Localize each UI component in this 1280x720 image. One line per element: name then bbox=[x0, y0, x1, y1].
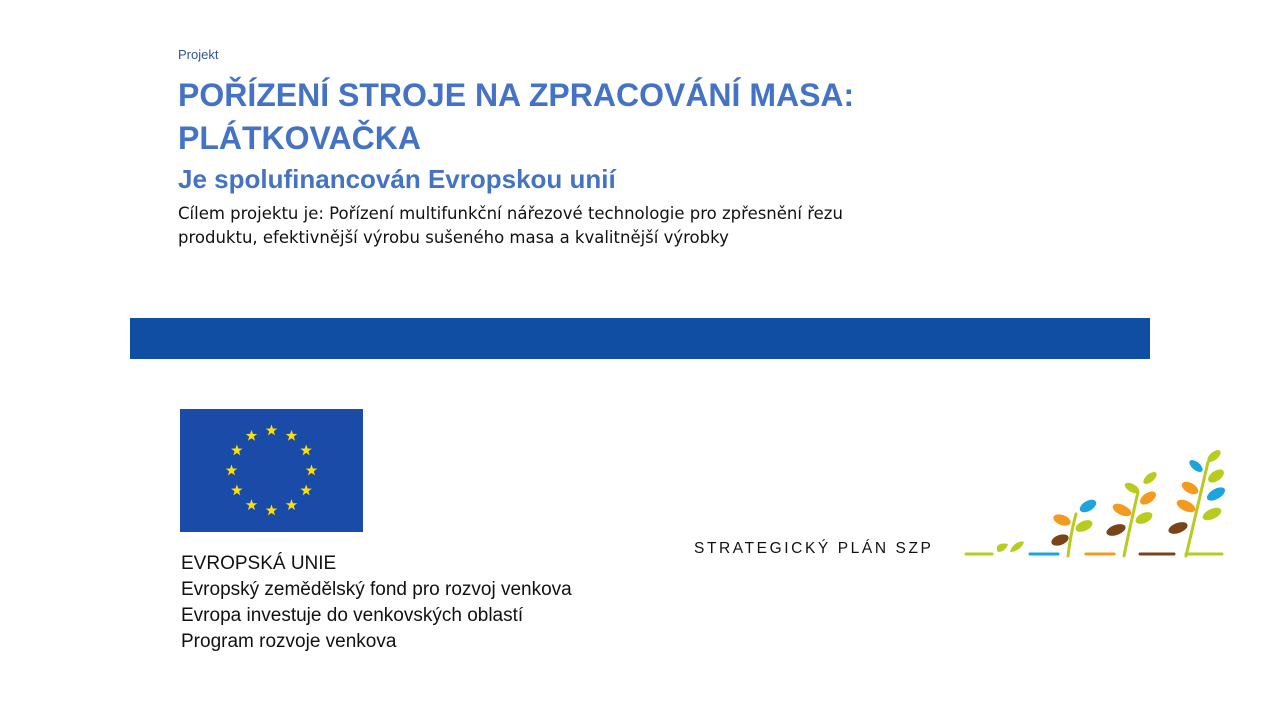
project-goal bbox=[178, 202, 938, 250]
project-title-line-1: POŘÍZENÍ STROJE NA ZPRACOVÁNÍ MASA: bbox=[178, 77, 855, 113]
sprout-leaf bbox=[1167, 520, 1189, 536]
project-title bbox=[178, 74, 978, 160]
sprout-leaf bbox=[1175, 497, 1197, 515]
sprout-leaf bbox=[1187, 458, 1204, 474]
sprout-leaf bbox=[1105, 522, 1127, 538]
sprout-leaf bbox=[1078, 497, 1099, 515]
sprout-leaf bbox=[1141, 470, 1158, 486]
project-goal-line-2: produktu, efektivnější výrobu sušeného masa a kvalitnější výrobky bbox=[178, 228, 729, 247]
szp-label: STRATEGICKÝ PLÁN SZP bbox=[694, 540, 934, 557]
sprout-leaf bbox=[1052, 512, 1072, 528]
sprout-leaf bbox=[1180, 479, 1201, 497]
eu-slogan: Evropa investuje do venkovských oblastí bbox=[181, 605, 524, 626]
project-label: Projekt bbox=[178, 47, 219, 62]
eu-fund: Evropský zemědělský fond pro rozvoj venkova bbox=[181, 579, 572, 600]
cofinanced-subtitle: Je spolufinancován Evropskou unií bbox=[178, 164, 616, 194]
sprout-leaf bbox=[1050, 532, 1070, 548]
sprout-stem bbox=[1124, 492, 1138, 556]
sprout-leaf bbox=[1010, 541, 1024, 552]
sprout-leaf bbox=[1201, 505, 1223, 523]
blue-divider-bar bbox=[130, 318, 1150, 359]
eu-text-block bbox=[181, 551, 572, 655]
eu-program: Program rozvoje venkova bbox=[181, 631, 397, 652]
sprout-leaf bbox=[1138, 489, 1158, 508]
sprout-leaf bbox=[1111, 501, 1133, 519]
sprout-leaf bbox=[1205, 485, 1227, 504]
project-goal-line-1: Cílem projektu je: Pořízení multifunkční nářezové technologie pro zpřesnění řezu bbox=[178, 204, 843, 223]
eu-name: EVROPSKÁ UNIE bbox=[181, 553, 337, 574]
sprout-leaf bbox=[1074, 518, 1095, 535]
sprout-leaf bbox=[1134, 510, 1155, 527]
szp-sprouts-logo-icon bbox=[964, 448, 1244, 560]
project-title-line-2: PLÁTKOVAČKA bbox=[178, 120, 421, 156]
sprout-leaf bbox=[1206, 467, 1226, 486]
sprout-leaf bbox=[997, 543, 1008, 552]
eu-flag-icon bbox=[180, 409, 363, 532]
